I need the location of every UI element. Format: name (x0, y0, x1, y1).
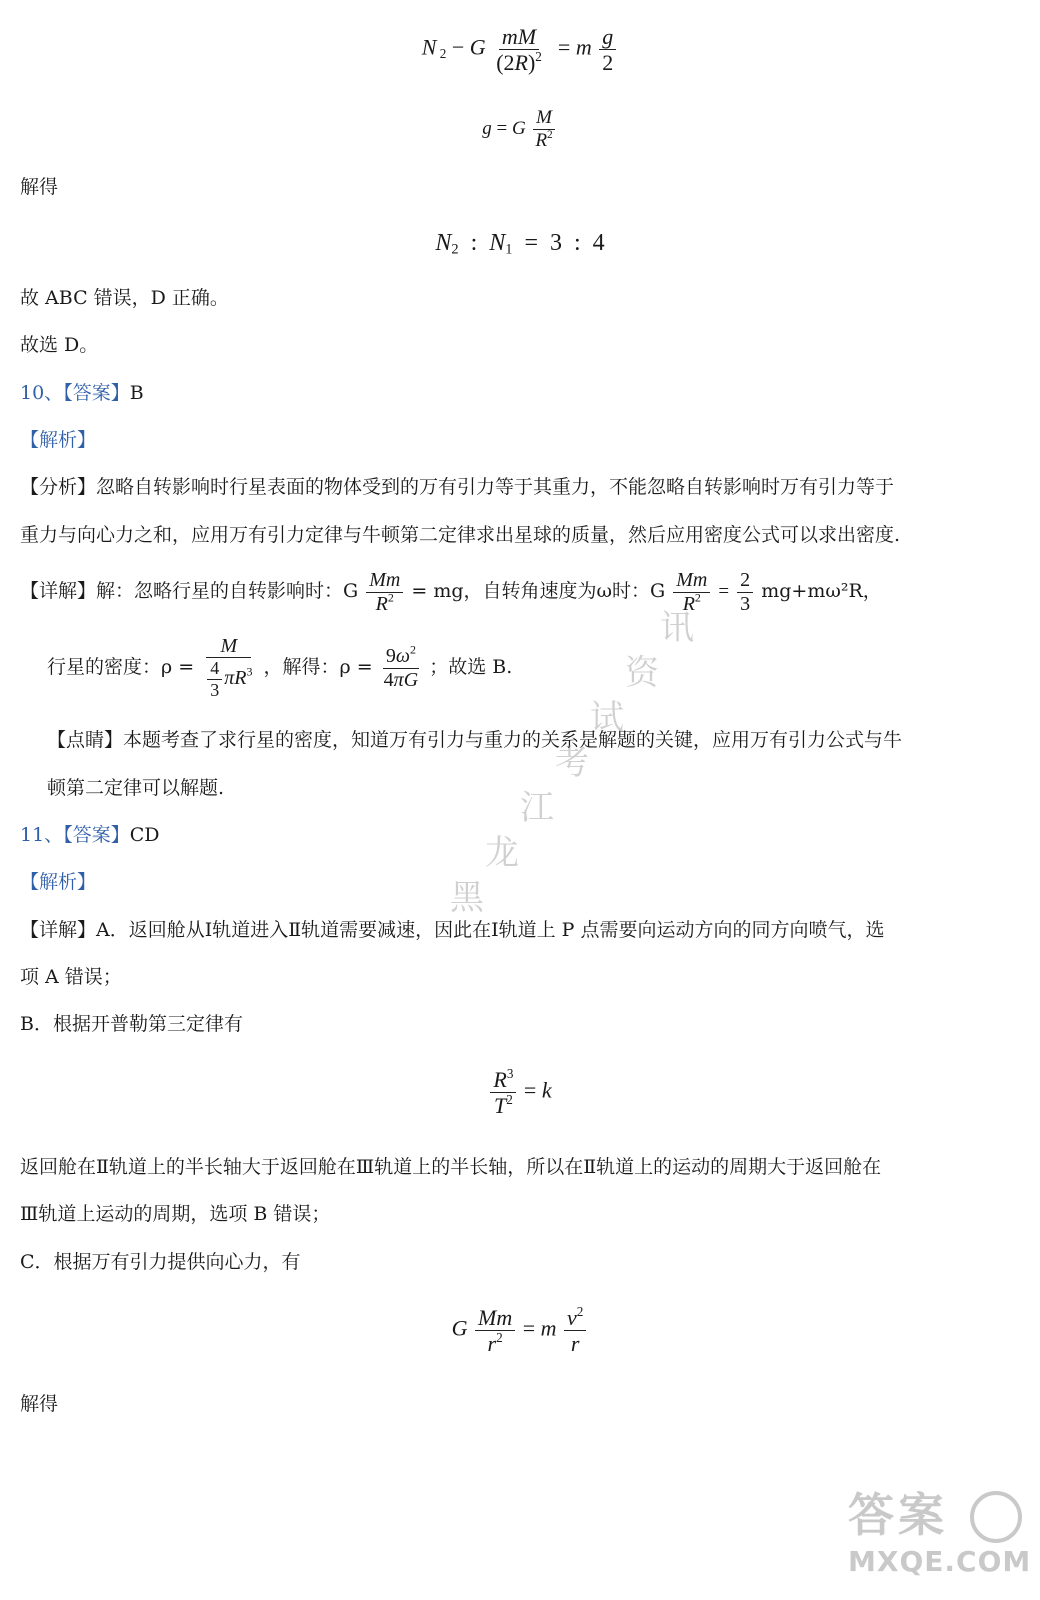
logo-circle-icon (970, 1491, 1022, 1543)
q11-answer: CD (129, 824, 160, 846)
q11-number: 11、 (20, 824, 64, 846)
equation-g-def: g = G $\frac{M}{R^2}$ (0, 108, 1040, 151)
q10-density-line: 行星的密度：ρ = M $\frac{4}{3}$ $\pi R^3$ ，解得：ρ = $\frac{9\omega^2}{4\pi G}$ ；故选 B. (47, 635, 513, 700)
q10-fenxi-line-1: 【分析】忽略自转影响时行星表面的物体受到的万有引力等于其重力，不能忽略自转影响时万有引力等于 (20, 476, 895, 498)
q11-a-line-2: 项 A 错误； (20, 966, 122, 988)
logo-top-text: 答案 (848, 1488, 948, 1542)
q10-xiangjie-line: 【详解】解：忽略行星的自转影响时：G $\frac{Mm}{R^2}$ = mg，自转角速度为ω时：G $\frac{Mm}{R^2}$ = $\frac{2}{3}$ mg+mω²R， (20, 568, 882, 615)
site-logo (842, 1485, 1032, 1595)
q10-dianjing-line-1: 【点睛】本题考查了求行星的密度，知道万有引力与重力的关系是解题的关键，应用万有引力公式与牛 (47, 729, 903, 751)
text-jiede-2: 解得 (20, 1393, 59, 1415)
q11-header (20, 826, 159, 845)
q10-answer-tag: 【答案】 (63, 382, 130, 404)
text-jiede-1: 解得 (20, 176, 59, 198)
q10-header (20, 384, 144, 403)
q10-fenxi-line-2: 重力与向心力之和，应用万有引力定律与牛顿第二定律求出星球的质量，然后应用密度公式可以求出密度. (20, 524, 901, 546)
equation-kepler: $\frac{R^3}{T^2}$ = k (0, 1068, 1040, 1117)
q10-dianjing-line-2: 顿第二定律可以解题. (47, 777, 225, 799)
text-conclusion-1: 故 ABC 错误，D 正确。 (20, 287, 229, 309)
q10-number: 10、 (20, 382, 64, 404)
equation-n2-balance: N $_2$ − G $\frac{mM}{(2R)^2}$ = m $\frac{g}{2}$ (0, 25, 1040, 74)
q10-answer: B (129, 382, 144, 404)
watermark: 黑 龙 江 考 试 资 讯 (450, 608, 694, 918)
q11-b-line-3: Ⅲ轨道上运动的周期，选项 B 错误； (20, 1203, 331, 1225)
q11-answer-tag: 【答案】 (63, 824, 130, 846)
text-choice-1: 故选 D。 (20, 334, 99, 356)
q11-c-line-1: C．根据万有引力提供向心力，有 (20, 1251, 301, 1273)
q11-a-line-1: 【详解】A．返回舱从Ⅰ轨道进入Ⅱ轨道需要减速，因此在Ⅰ轨道上 P 点需要向运动方向的同方向喷气，选 (20, 919, 885, 941)
q11-b-line-1: B．根据开普勒第三定律有 (20, 1013, 243, 1035)
q10-jiexi-tag: 【解析】 (20, 429, 97, 451)
logo-bottom-text: MXQE.COM (848, 1545, 1032, 1578)
q11-b-line-2: 返回舱在Ⅱ轨道上的半长轴大于返回舱在Ⅲ轨道上的半长轴，所以在Ⅱ轨道上的运动的周期大于返回舱在 (20, 1156, 882, 1178)
equation-centripetal: G $\frac{Mm}{r^2}$ = m $\frac{v^2}{r}$ (0, 1306, 1040, 1355)
equation-ratio: $N_2$ : $N_1 = 3$ : 4 (435, 230, 605, 258)
q11-jiexi-tag: 【解析】 (20, 871, 97, 893)
